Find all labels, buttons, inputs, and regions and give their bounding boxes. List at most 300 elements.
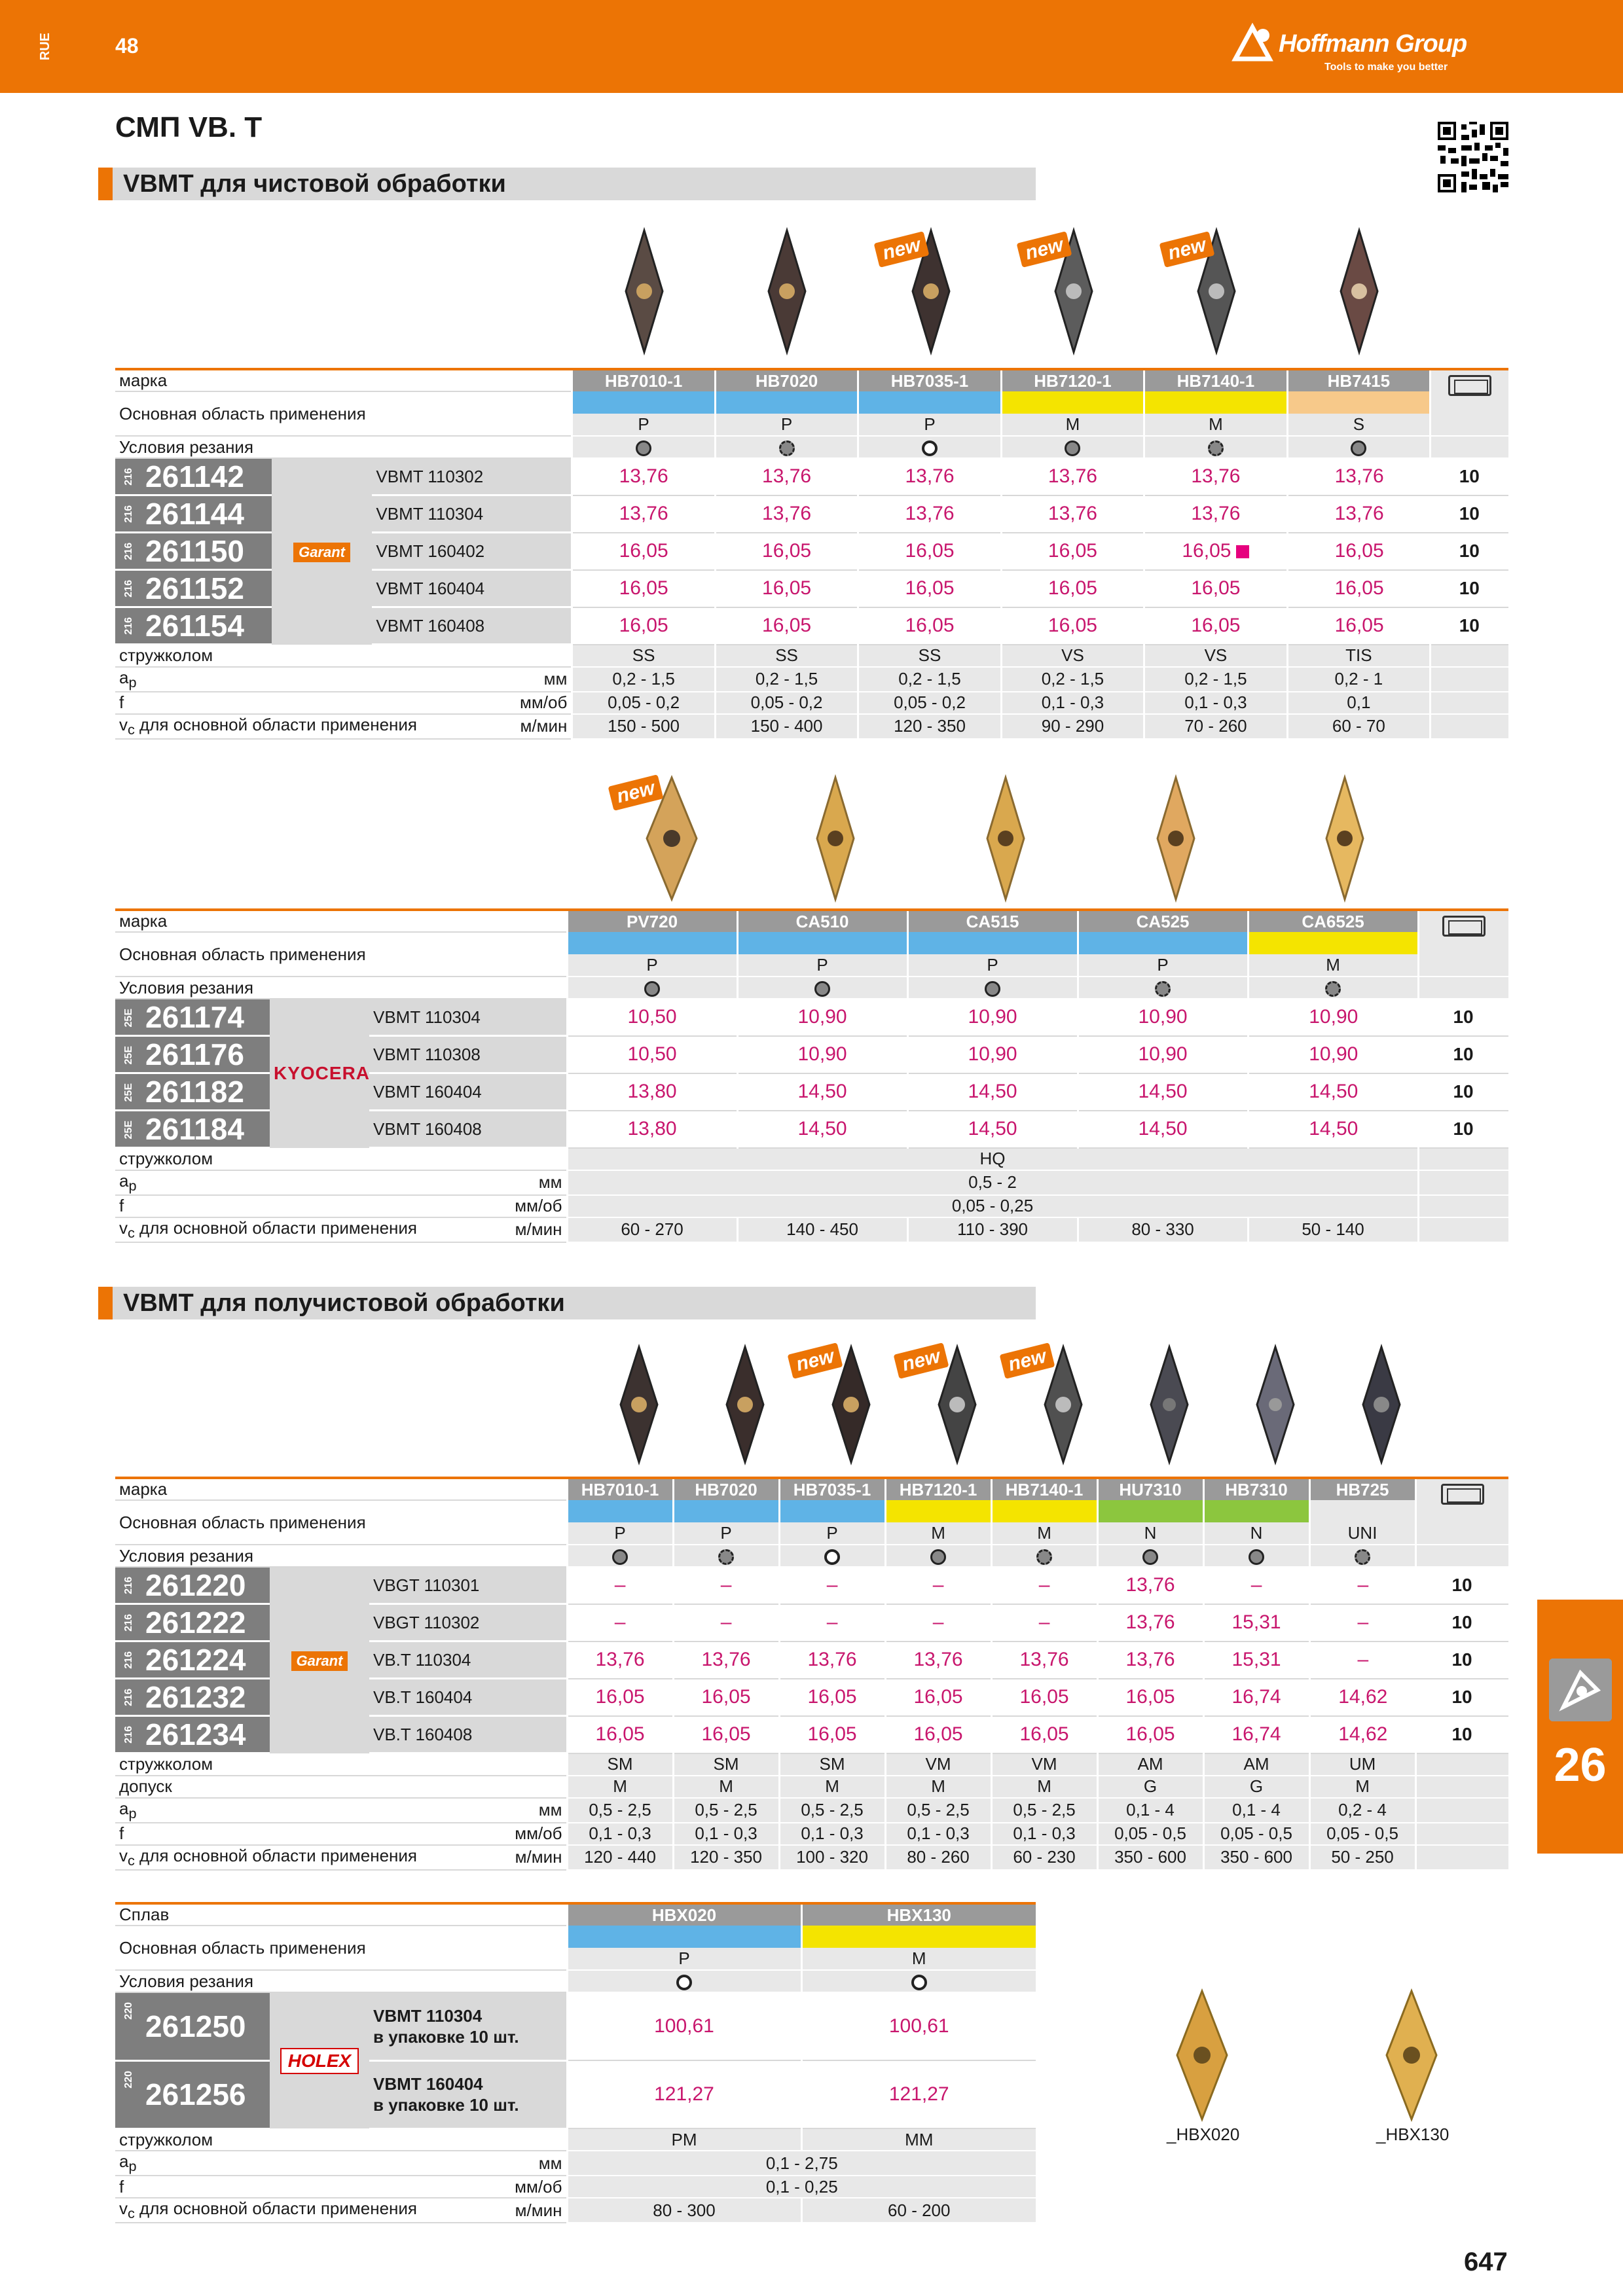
price[interactable]: 13,76 xyxy=(1287,495,1430,533)
tolerance: M xyxy=(991,1776,1097,1798)
f-value: 0,1 - 0,3 xyxy=(1144,692,1287,714)
designation: VBMT 110304 xyxy=(369,999,567,1036)
pack-quantity: 10 xyxy=(1415,1679,1508,1716)
vc-label-rest: для основной области применения xyxy=(134,1845,417,1865)
grade-header: HB7035-1 xyxy=(858,369,1001,391)
grade-header: HB7010-1 xyxy=(567,1478,673,1500)
price[interactable]: 13,76 xyxy=(779,1641,885,1679)
ap-value: 0,5 - 2,5 xyxy=(673,1798,779,1823)
price[interactable]: 13,76 xyxy=(715,458,858,495)
f-value: 0,05 - 0,2 xyxy=(858,692,1001,714)
area-code: S xyxy=(1287,414,1430,436)
new-marker-icon xyxy=(1236,545,1249,558)
package-note: в упаковке 10 шт. xyxy=(373,2095,519,2115)
unit-mm: мм xyxy=(369,2151,567,2176)
f-value: 0,05 - 0,5 xyxy=(1203,1823,1309,1845)
article-number[interactable]: 261232 xyxy=(145,1680,246,1714)
area-code: UNI xyxy=(1309,1522,1415,1545)
article-prefix: 216 xyxy=(123,1689,134,1706)
price[interactable]: 10,90 xyxy=(1248,1036,1418,1073)
grade-header: PV720 xyxy=(567,910,737,932)
vc-value: 150 - 500 xyxy=(572,714,715,739)
price[interactable]: 10,50 xyxy=(567,999,737,1036)
chipbreaker: VS xyxy=(1144,645,1287,667)
unit-m-min: м/мин xyxy=(369,1845,567,1870)
article-prefix: 216 xyxy=(123,505,134,523)
article-number[interactable]: 261184 xyxy=(145,1112,244,1146)
price[interactable]: 16,05 xyxy=(1144,570,1287,607)
cutting-conditions-label: Условия резания xyxy=(115,977,567,999)
chipbreaker: VS xyxy=(1001,645,1144,667)
grade-header: HB7415 xyxy=(1287,369,1430,391)
vc-value: 80 - 260 xyxy=(885,1845,991,1870)
ap-value: 0,5 - 2 xyxy=(567,1170,1418,1195)
area-code: P xyxy=(907,954,1078,977)
price[interactable]: 14,62 xyxy=(1309,1716,1415,1753)
area-code: P xyxy=(858,414,1001,436)
price[interactable]: 16,05 xyxy=(715,533,858,570)
alloy-label: Сплав xyxy=(115,1903,567,1926)
pack-quantity: 10 xyxy=(1418,1111,1508,1148)
price[interactable]: – xyxy=(1309,1641,1415,1679)
price[interactable]: 16,05 xyxy=(673,1716,779,1753)
price[interactable]: 13,76 xyxy=(1097,1604,1203,1641)
price[interactable]: 16,05 xyxy=(1001,570,1144,607)
ap-value: 0,5 - 2,5 xyxy=(885,1798,991,1823)
price[interactable]: 13,76 xyxy=(858,458,1001,495)
table-row xyxy=(115,1992,1036,2060)
insert-image-hu7310 xyxy=(1150,1346,1189,1463)
price[interactable]: 16,05 xyxy=(567,1716,673,1753)
article-number[interactable]: 261256 xyxy=(145,2077,246,2111)
grade-header: HB7120-1 xyxy=(885,1478,991,1500)
price[interactable]: 10,50 xyxy=(567,1036,737,1073)
stable-conditions-icon xyxy=(1351,440,1366,456)
ap-value: 0,5 - 2,5 xyxy=(779,1798,885,1823)
price[interactable]: 14,50 xyxy=(1078,1073,1248,1111)
insert-image-ca525 xyxy=(1156,776,1195,901)
designation: VBMT 160408 xyxy=(369,1111,567,1148)
grade-label: марка xyxy=(115,910,567,932)
price[interactable]: 14,50 xyxy=(1078,1111,1248,1148)
price[interactable]: 13,76 xyxy=(1001,495,1144,533)
pack-quantity: 10 xyxy=(1415,1641,1508,1679)
designation: VB.T 160408 xyxy=(369,1716,567,1753)
stable-conditions-icon xyxy=(814,981,830,997)
price[interactable]: 16,05 xyxy=(572,607,715,645)
article-number[interactable]: 261152 xyxy=(145,571,244,605)
f-label: f xyxy=(115,692,372,714)
chipbreaker: SM xyxy=(567,1753,673,1776)
price[interactable]: – xyxy=(567,1567,673,1604)
unit-mm-rev: мм/об xyxy=(369,2176,567,2198)
price[interactable]: 13,76 xyxy=(1144,458,1287,495)
insert-image-hbx020 xyxy=(1176,1990,1228,2121)
ap-value: 0,1 - 4 xyxy=(1097,1798,1203,1823)
article-number[interactable]: 261220 xyxy=(145,1568,246,1602)
package-icon xyxy=(1448,375,1491,396)
insert-image-hb7310 xyxy=(1256,1346,1295,1463)
insert-image-ca515 xyxy=(986,776,1025,901)
unit-mm-rev: мм/об xyxy=(369,1823,567,1845)
price[interactable]: 100,61 xyxy=(567,1992,801,2060)
price[interactable]: 121,27 xyxy=(567,2060,801,2128)
designation: VB.T 160404 xyxy=(369,1679,567,1716)
price[interactable]: 16,05 xyxy=(885,1716,991,1753)
area-code: P xyxy=(567,1522,673,1545)
price[interactable]: – xyxy=(1203,1567,1309,1604)
unstable-conditions-icon xyxy=(922,440,938,456)
area-code: M xyxy=(885,1522,991,1545)
garant-logo: Garant xyxy=(291,1651,348,1671)
new-badge: new xyxy=(1000,1342,1055,1379)
price[interactable]: 16,05 xyxy=(673,1679,779,1716)
grade-header: HB7020 xyxy=(673,1478,779,1500)
application-area-label: Основная область применения xyxy=(115,1926,567,1970)
vc-value: 60 - 70 xyxy=(1287,714,1430,739)
vc-value: 120 - 350 xyxy=(673,1845,779,1870)
article-prefix: 25E xyxy=(123,1121,134,1139)
normal-conditions-icon xyxy=(718,1549,734,1565)
f-value: 0,05 - 0,2 xyxy=(572,692,715,714)
price[interactable]: 16,05 xyxy=(1097,1716,1203,1753)
vc-value: 70 - 260 xyxy=(1144,714,1287,739)
article-number[interactable]: 261222 xyxy=(145,1605,246,1640)
ap-value: 0,2 - 1,5 xyxy=(572,667,715,692)
page-header xyxy=(0,0,1623,93)
unit-mm: мм xyxy=(372,667,572,692)
table-row xyxy=(115,2060,1036,2128)
article-number[interactable]: 261182 xyxy=(145,1075,244,1109)
price[interactable]: 10,90 xyxy=(1078,1036,1248,1073)
article-number[interactable]: 261154 xyxy=(145,609,244,643)
article-prefix: 216 xyxy=(123,1577,134,1594)
table-row xyxy=(115,999,1508,1036)
price[interactable]: 16,05 xyxy=(1001,607,1144,645)
grade-header: CA6525 xyxy=(1248,910,1418,932)
price[interactable]: 13,76 xyxy=(572,458,715,495)
price[interactable]: 100,61 xyxy=(801,1992,1036,2060)
language-code: RUE xyxy=(38,33,52,61)
unstable-conditions-icon xyxy=(676,1975,692,1990)
price[interactable]: 16,05 xyxy=(567,1679,673,1716)
designation: VBMT 160404 xyxy=(372,570,572,607)
tolerance-label: допуск xyxy=(115,1776,567,1798)
grade-header: HB7120-1 xyxy=(1001,369,1144,391)
chipbreaker: SM xyxy=(673,1753,779,1776)
pack-quantity: 10 xyxy=(1431,570,1508,607)
vc-label: v xyxy=(119,714,128,734)
holex-logo: HOLEX xyxy=(280,2048,359,2074)
price[interactable]: 10,90 xyxy=(1248,999,1418,1036)
price[interactable]: 13,76 xyxy=(715,495,858,533)
article-prefix: 216 xyxy=(123,468,134,486)
area-code: P xyxy=(715,414,858,436)
price[interactable]: 14,50 xyxy=(737,1111,907,1148)
grade-header: CA525 xyxy=(1078,910,1248,932)
price[interactable]: 16,05 xyxy=(1287,570,1430,607)
article-number[interactable]: 261224 xyxy=(145,1643,246,1677)
normal-conditions-icon xyxy=(1208,440,1224,456)
area-code: N xyxy=(1097,1522,1203,1545)
chipbreaker: PM xyxy=(567,2128,801,2151)
pack-quantity: 10 xyxy=(1418,1073,1508,1111)
chapter-tab[interactable] xyxy=(1537,1600,1623,1854)
article-prefix: 25E xyxy=(123,1046,134,1065)
price[interactable]: 13,80 xyxy=(567,1111,737,1148)
price[interactable]: 10,90 xyxy=(907,999,1078,1036)
article-prefix: 216 xyxy=(123,1614,134,1632)
article-number[interactable]: 261144 xyxy=(145,497,244,531)
price[interactable]: 13,76 xyxy=(673,1641,779,1679)
designation: VBMT 160404 xyxy=(373,2074,483,2094)
price[interactable]: 13,76 xyxy=(885,1641,991,1679)
designation: VB.T 110304 xyxy=(369,1641,567,1679)
cutting-conditions-label: Условия резания xyxy=(115,1545,567,1567)
price[interactable]: 14,62 xyxy=(1309,1679,1415,1716)
price[interactable]: – xyxy=(779,1567,885,1604)
application-area-label: Основная область применения xyxy=(115,932,567,977)
vc-value: 100 - 320 xyxy=(779,1845,885,1870)
price[interactable]: 14,50 xyxy=(1248,1111,1418,1148)
insert-image-ca510 xyxy=(816,776,855,901)
chipbreaker: TIS xyxy=(1287,645,1430,667)
price[interactable]: – xyxy=(885,1567,991,1604)
vc-value: 150 - 400 xyxy=(715,714,858,739)
page-number-bottom: 647 xyxy=(1464,2248,1508,2276)
price[interactable]: 16,74 xyxy=(1203,1679,1309,1716)
price[interactable]: 16,05 xyxy=(1287,533,1430,570)
vc-value: 50 - 140 xyxy=(1248,1217,1418,1242)
price[interactable]: 13,76 xyxy=(858,495,1001,533)
stable-conditions-icon xyxy=(1142,1549,1158,1565)
ap-value: 0,5 - 2,5 xyxy=(567,1798,673,1823)
unit-mm-rev: мм/об xyxy=(372,692,572,714)
unstable-conditions-icon xyxy=(911,1975,927,1990)
new-badge: new xyxy=(608,774,664,811)
table-finishing-kyocera xyxy=(115,908,1508,1243)
vc-value: 110 - 390 xyxy=(907,1217,1078,1242)
pack-quantity: 10 xyxy=(1415,1604,1508,1641)
article-number[interactable]: 261150 xyxy=(145,534,244,568)
price[interactable]: 13,76 xyxy=(1097,1567,1203,1604)
article-prefix: 220 xyxy=(123,2002,134,2020)
grade-header: HBX020 xyxy=(567,1903,801,1926)
price[interactable]: – xyxy=(779,1604,885,1641)
chipbreaker-label: стружколом xyxy=(115,1148,567,1170)
vc-value: 60 - 200 xyxy=(801,2198,1036,2223)
grade-header: CA510 xyxy=(737,910,907,932)
price[interactable]: 13,76 xyxy=(572,495,715,533)
vc-label-rest: для основной области применения xyxy=(134,714,417,734)
price[interactable]: 16,05 xyxy=(779,1716,885,1753)
price[interactable]: – xyxy=(885,1604,991,1641)
vc-value: 90 - 290 xyxy=(1001,714,1144,739)
ap-label: a xyxy=(119,1170,129,1191)
article-number[interactable]: 261250 xyxy=(145,2009,246,2043)
unstable-conditions-icon xyxy=(824,1549,840,1565)
unit-m-min: м/мин xyxy=(372,714,572,739)
unit-mm: мм xyxy=(369,1798,567,1823)
price[interactable]: – xyxy=(1309,1567,1415,1604)
ap-label: a xyxy=(119,1798,129,1818)
package-icon xyxy=(1441,1484,1484,1505)
ap-subscript: p xyxy=(128,2158,137,2175)
f-value: 0,1 - 0,25 xyxy=(567,2176,1036,2198)
normal-conditions-icon xyxy=(1155,981,1171,997)
f-value: 0,1 - 0,3 xyxy=(885,1823,991,1845)
price[interactable]: 16,05 xyxy=(572,533,715,570)
price[interactable]: 13,76 xyxy=(991,1641,1097,1679)
chapter-number: 26 xyxy=(1554,1739,1607,1791)
price[interactable]: – xyxy=(673,1604,779,1641)
designation: VBGT 110301 xyxy=(369,1567,567,1604)
price[interactable]: 16,05 xyxy=(1144,607,1287,645)
turning-insert-icon xyxy=(1549,1659,1612,1721)
price[interactable]: 16,05 xyxy=(991,1679,1097,1716)
price[interactable]: 14,50 xyxy=(907,1111,1078,1148)
vc-value: 350 - 600 xyxy=(1203,1845,1309,1870)
vc-label-rest: для основной области применения xyxy=(134,1217,417,1238)
designation: VBMT 110308 xyxy=(369,1036,567,1073)
chipbreaker: AM xyxy=(1203,1753,1309,1776)
vc-subscript: c xyxy=(128,1224,135,1241)
area-code: M xyxy=(1248,954,1418,977)
price[interactable]: 16,05 xyxy=(858,533,1001,570)
grade-header: HB7020 xyxy=(715,369,858,391)
vc-subscript: c xyxy=(128,2205,135,2222)
stable-conditions-icon xyxy=(985,981,1000,997)
page-title: СМП VB. T xyxy=(115,111,263,143)
price[interactable]: 10,90 xyxy=(1078,999,1248,1036)
vc-value: 120 - 440 xyxy=(567,1845,673,1870)
vc-value: 80 - 330 xyxy=(1078,1217,1248,1242)
stable-conditions-icon xyxy=(644,981,660,997)
price[interactable]: 16,05 xyxy=(572,570,715,607)
chipbreaker: VM xyxy=(991,1753,1097,1776)
price[interactable]: 10,90 xyxy=(737,999,907,1036)
price[interactable]: 10,90 xyxy=(907,1036,1078,1073)
price[interactable]: 14,50 xyxy=(907,1073,1078,1111)
price[interactable]: 16,05 xyxy=(779,1679,885,1716)
area-code: M xyxy=(1144,414,1287,436)
brand-logo xyxy=(1233,24,1508,76)
area-code: P xyxy=(1078,954,1248,977)
price[interactable]: 16,05 xyxy=(991,1716,1097,1753)
insert-image-hb725 xyxy=(1362,1346,1401,1463)
price[interactable]: 13,76 xyxy=(1097,1641,1203,1679)
price[interactable]: 15,31 xyxy=(1203,1604,1309,1641)
price[interactable]: – xyxy=(991,1604,1097,1641)
pack-quantity: 10 xyxy=(1418,1036,1508,1073)
grade-header: HU7310 xyxy=(1097,1478,1203,1500)
price[interactable]: 16,05 xyxy=(1097,1679,1203,1716)
qr-code-icon[interactable] xyxy=(1438,122,1508,192)
grade-header: CA515 xyxy=(907,910,1078,932)
application-area-label: Основная область применения xyxy=(115,1500,567,1545)
stable-conditions-icon xyxy=(636,440,651,456)
article-prefix: 216 xyxy=(123,617,134,635)
grade-header: HB7035-1 xyxy=(779,1478,885,1500)
price[interactable]: 13,80 xyxy=(567,1073,737,1111)
designation: VBMT 110304 xyxy=(373,2005,483,2026)
normal-conditions-icon xyxy=(779,440,795,456)
price[interactable]: 16,05 xyxy=(858,607,1001,645)
price[interactable]: 14,50 xyxy=(1248,1073,1418,1111)
f-value: 0,1 - 0,3 xyxy=(567,1823,673,1845)
price[interactable]: 16,74 xyxy=(1203,1716,1309,1753)
grade-header: HB7310 xyxy=(1203,1478,1309,1500)
kyocera-logo: KYOCERA xyxy=(274,1063,371,1084)
insert-image-hb7010-1 xyxy=(619,1346,659,1463)
grade-label: марка xyxy=(115,369,572,391)
area-code: P xyxy=(572,414,715,436)
price[interactable]: 16,05 xyxy=(1182,540,1231,562)
brand-tagline: Tools to make you better xyxy=(1324,62,1448,73)
article-number[interactable]: 261176 xyxy=(145,1037,244,1071)
price[interactable]: 15,31 xyxy=(1203,1641,1309,1679)
stable-conditions-icon xyxy=(930,1549,946,1565)
chipbreaker: SS xyxy=(572,645,715,667)
f-value: 0,05 - 0,5 xyxy=(1097,1823,1203,1845)
grade-header: HB7010-1 xyxy=(572,369,715,391)
pack-quantity: 10 xyxy=(1418,999,1508,1036)
price[interactable]: 16,05 xyxy=(715,607,858,645)
price[interactable]: 16,05 xyxy=(715,570,858,607)
article-number[interactable]: 261174 xyxy=(145,1000,244,1034)
section-heading-finishing: VBMT для чистовой обработки xyxy=(98,168,1036,200)
chipbreaker-label: стружколом xyxy=(115,2128,567,2151)
price[interactable]: 13,76 xyxy=(1287,458,1430,495)
grade-header: HB7140-1 xyxy=(1144,369,1287,391)
price[interactable]: – xyxy=(673,1567,779,1604)
vc-value: 60 - 230 xyxy=(991,1845,1097,1870)
price[interactable]: 16,05 xyxy=(858,570,1001,607)
f-label: f xyxy=(115,1195,369,1217)
price[interactable]: 16,05 xyxy=(885,1679,991,1716)
price[interactable]: – xyxy=(1309,1604,1415,1641)
price[interactable]: 16,05 xyxy=(1001,533,1144,570)
application-area-label: Основная область применения xyxy=(115,391,572,436)
vc-subscript: c xyxy=(128,1852,135,1869)
unit-mm: мм xyxy=(369,1170,567,1195)
price[interactable]: 121,27 xyxy=(801,2060,1036,2128)
article-number[interactable]: 261234 xyxy=(145,1717,246,1751)
price[interactable]: 16,05 xyxy=(1287,607,1430,645)
area-code: P xyxy=(779,1522,885,1545)
f-value: 0,1 - 0,3 xyxy=(779,1823,885,1845)
table-semi-finishing-garant xyxy=(115,1477,1508,1871)
price[interactable]: 13,76 xyxy=(567,1641,673,1679)
f-value: 0,05 - 0,2 xyxy=(715,692,858,714)
price[interactable]: 10,90 xyxy=(737,1036,907,1073)
area-code: M xyxy=(991,1522,1097,1545)
price[interactable]: 13,76 xyxy=(1144,495,1287,533)
vc-value: 120 - 350 xyxy=(858,714,1001,739)
article-number[interactable]: 261142 xyxy=(145,459,244,493)
f-value: 0,05 - 0,25 xyxy=(567,1195,1418,1217)
area-code: M xyxy=(801,1948,1036,1970)
chipbreaker: VM xyxy=(885,1753,991,1776)
hoffmann-logo-icon xyxy=(1233,25,1275,62)
tolerance: M xyxy=(567,1776,673,1798)
price[interactable]: – xyxy=(567,1604,673,1641)
price[interactable]: – xyxy=(991,1567,1097,1604)
pack-quantity: 10 xyxy=(1431,495,1508,533)
unit-m-min: м/мин xyxy=(369,2198,567,2223)
price[interactable]: 13,76 xyxy=(1001,458,1144,495)
price[interactable]: 14,50 xyxy=(737,1073,907,1111)
